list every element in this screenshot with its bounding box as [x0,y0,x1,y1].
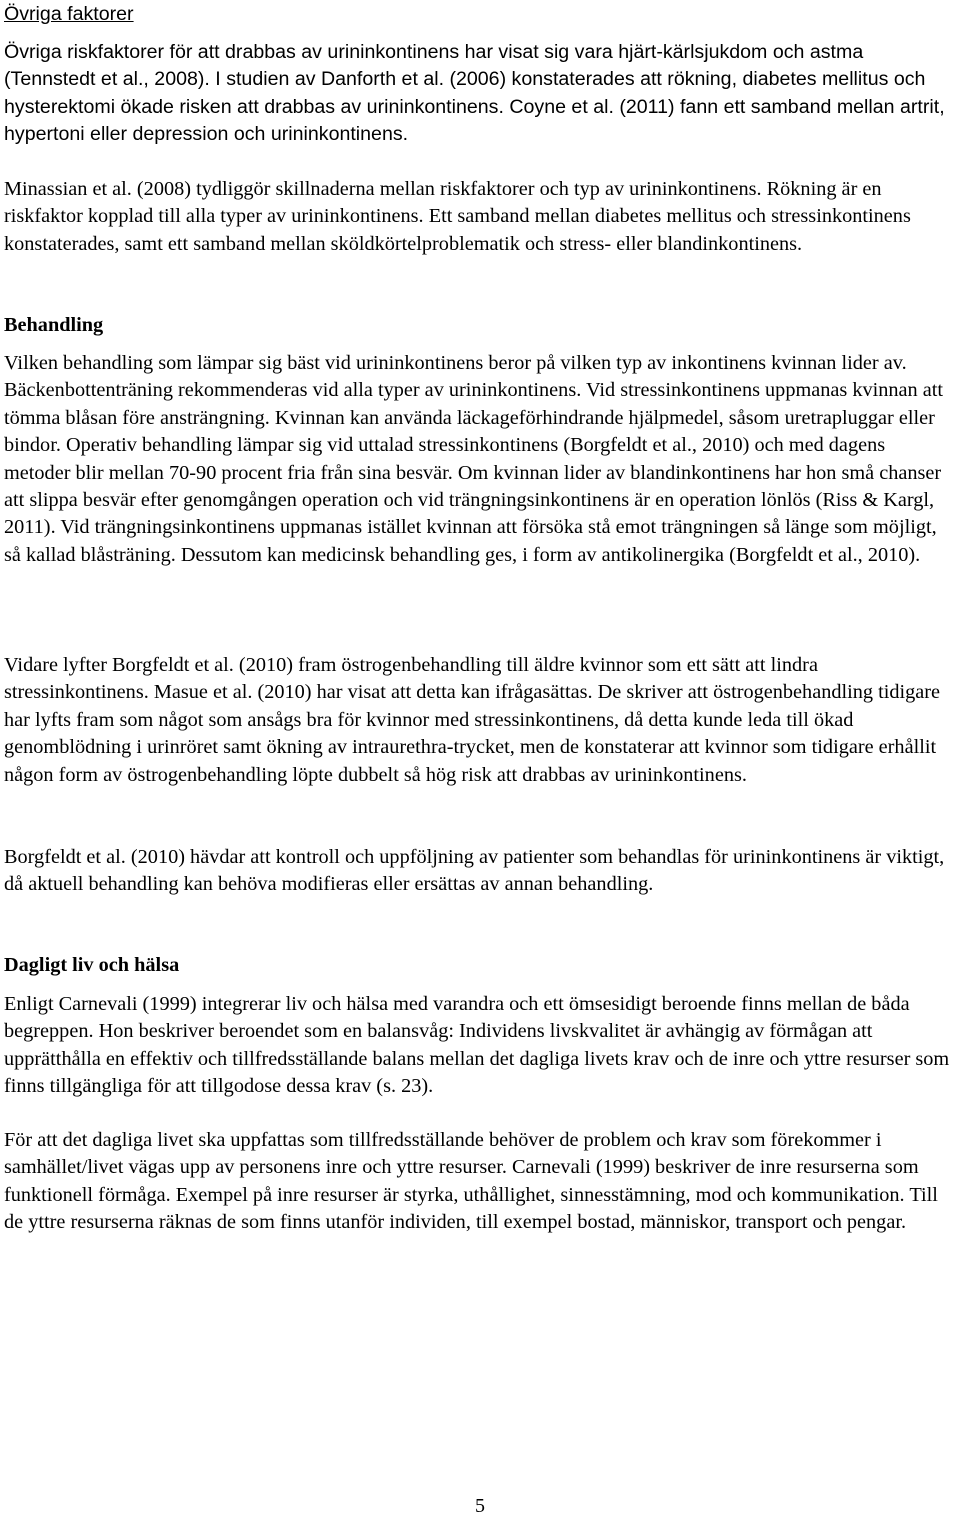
paragraph-ovriga-1: Övriga riskfaktorer för att drabbas av urininkontinens har visat sig vara hjärt-kärlsjukdom och astma (Tennstedt et al., 2008). I studien av Danforth et al. (2006) konstaterades att rökning, diabetes mellitus och hysterektomi ökade risken att drabbas av urininkontinens. Coyne et al. (2011) fann ett samband mellan artrit, hypertoni eller depression och urininkontinens. [4,41,945,146]
section-heading-behandling: Behandling [4,314,104,336]
section-heading-ovriga-faktorer: Övriga faktorer [4,3,134,25]
paragraph-dagligt-1: Enligt Carnevali (1999) integrerar liv och hälsa med varandra och ett ömsesidigt beroende finns mellan de båda begreppen. Hon beskriver beroendet som en balansvåg: Individens livskvalitet är avhängig av förmågan att upprätthålla en effektiv och tillfredsställande balans mellan det dagliga livets krav och de inre och yttre resurser som finns tillgängliga för att tillgodose dessa krav (s. 23). [4,993,950,1098]
paragraph-behandling-2: Vidare lyfter Borgfeldt et al. (2010) fram östrogenbehandling till äldre kvinnor som ett sätt att lindra stressinkontinens. Masue et al. (2010) har visat att detta kan ifrågasättas. De skriver att östrogenbehandling tidigare har lyfts fram som något som ansågs bra för kvinnor med stressinkontinens, då detta kunde leda till ökad genomblödning i urinröret samt ökning av intraurethra-trycket, men de konstaterar att kvinnor som tidigare erhållit någon form av östrogenbehandling löpte dubbelt så hög risk att drabbas av urininkontinens. [4,654,941,786]
paragraph-behandling-3: Borgfeldt et al. (2010) hävdar att kontroll och uppföljning av patienter som behandlas för urininkontinens är viktigt, då aktuell behandling kan behöva modifieras eller ersättas av annan behandling. [4,846,945,896]
paragraph-behandling-1: Vilken behandling som lämpar sig bäst vid urininkontinens beror på vilken typ av inkontinens kvinnan lider av. Bäckenbottenträning rekommenderas vid alla typer av urininkontinens. Vid stressinkontinens uppmanas kvinnan att tömma blåsan före ansträngning. Kvinnan kan använda läckageförhindrande hjälpmedel, såsom uretrapluggar eller bindor. Operativ behandling lämpar sig vid uttalad stressinkontinens (Borgfeldt et al., 2010) och med dagens metoder blir mellan 70-90 procent fria från sina besvär. Om kvinnan lider av blandinkontinens har hon små chanser att slippa besvär efter genomgången operation och vid trängningsinkontinens är en operation lönlös (Riss & Kargl, 2011). Vid trängningsinkontinens uppmanas istället kvinnan att försöka stå emot trängningen så länge som möjligt, så kallad blåsträning. Dessutom kan medicinsk behandling ges, i form av antikolinergika (Borgfeldt et al., 2010). [4,352,944,566]
section-heading-dagligt-liv: Dagligt liv och hälsa [4,954,180,976]
paragraph-dagligt-2: För att det dagliga livet ska uppfattas som tillfredsställande behöver de problem och krav som förekommer i samhället/livet vägas upp av personens inre och yttre resurser. Carnevali (1999) beskriver de inre resurserna som funktionell förmåga. Exempel på inre resurser är styrka, uthållighet, sinnesstämning, mod och kommunikation. Till de yttre resurserna räknas de som finns utanför individen, till exempel bostad, människor, transport och pengar. [4,1129,938,1234]
page-number: 5 [475,1495,485,1517]
paragraph-ovriga-2: Minassian et al. (2008) tydliggör skillnaderna mellan riskfaktorer och typ av urininkontinens. Rökning är en riskfaktor kopplad till alla typer av urininkontinens. Ett samband mellan diabetes mellitus och stressinkontinens konstaterades, samt ett samband mellan sköldkörtelproblematik och stress- eller blandinkontinens. [4,178,911,255]
